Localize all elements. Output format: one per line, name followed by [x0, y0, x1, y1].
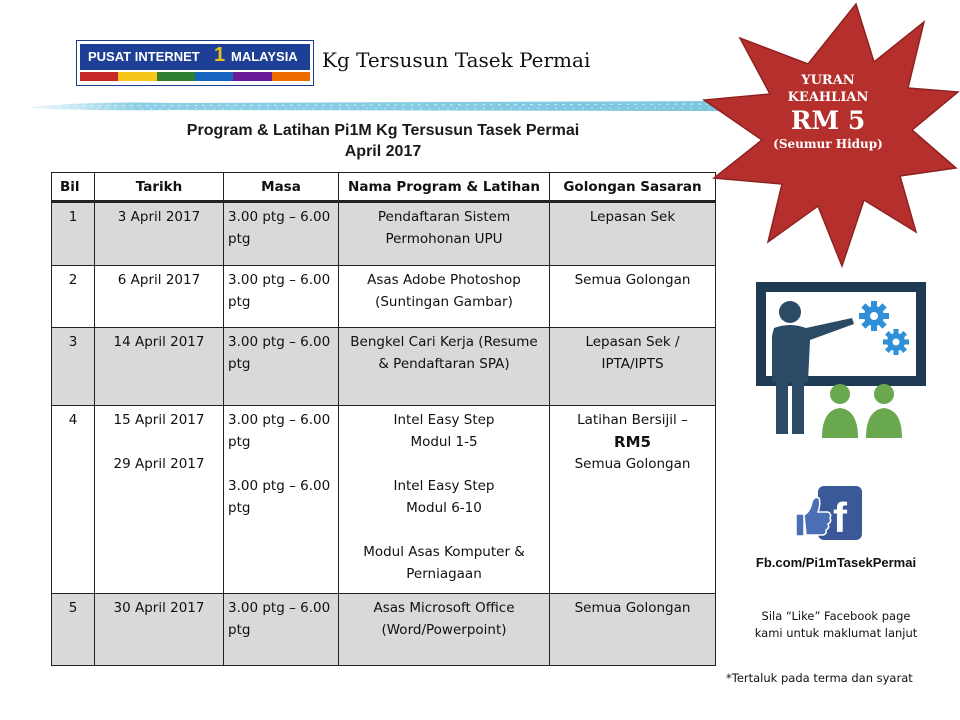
cell-sasaran-price: RM5 [614, 433, 651, 451]
cell-sasaran-a: Latihan Bersijil – [577, 412, 688, 428]
cell-program-b2: Modul 6-10 [406, 500, 482, 516]
svg-text:f: f [833, 494, 847, 541]
badge-price: RM 5 [790, 106, 866, 135]
cell-masa: 3.00 ptg – 6.00 ptg [224, 328, 339, 406]
cell-sasaran: Semua Golongan [550, 266, 716, 328]
cell-masa-b: 3.00 ptg – 6.00 ptg [228, 478, 331, 516]
cell-tarikh [95, 406, 224, 594]
cell-bil: 1 [52, 202, 95, 266]
cell-sasaran: Lepasan Sek [550, 202, 716, 266]
cell-sasaran: Semua Golongan [550, 594, 716, 666]
table-row [52, 406, 716, 594]
cell-masa: 3.00 ptg – 6.00 ptg [224, 594, 339, 666]
cell-program: Asas Adobe Photoshop (Suntingan Gambar) [339, 266, 550, 328]
cell-program-b1: Intel Easy Step [393, 478, 495, 494]
cell-bil: 3 [52, 328, 95, 406]
cell-program [339, 406, 550, 594]
logo-color-strip [80, 72, 310, 81]
table-row [52, 202, 716, 266]
header-title: Kg Tersusun Tasek Permai [322, 48, 591, 72]
cell-program: Pendaftaran Sistem Permohonan UPU [339, 202, 550, 266]
header-bil: Bil [52, 173, 95, 202]
header-tarikh: Tarikh [95, 173, 224, 202]
membership-fee-text [728, 72, 928, 152]
facebook-page-link[interactable]: Fb.com/Pi1mTasekPermai [755, 555, 917, 570]
logo-banner [80, 44, 310, 70]
document-title [52, 120, 714, 162]
cell-bil: 2 [52, 266, 95, 328]
table-row [52, 594, 716, 666]
cell-program: Asas Microsoft Office (Word/Powerpoint) [339, 594, 550, 666]
cell-bil: 4 [52, 406, 95, 594]
cell-masa [224, 406, 339, 594]
brush-stroke-divider [30, 98, 730, 114]
schedule-table [51, 172, 716, 666]
cell-program-a2: Modul 1-5 [410, 434, 478, 450]
cell-tarikh: 30 April 2017 [95, 594, 224, 666]
cell-tarikh-b: 29 April 2017 [113, 456, 205, 472]
header-masa: Masa [224, 173, 339, 202]
cell-masa: 3.00 ptg – 6.00 ptg [224, 266, 339, 328]
table-header-row [52, 173, 716, 202]
header-program: Nama Program & Latihan [339, 173, 550, 202]
cell-program-c: Modul Asas Komputer & Perniagaan [363, 544, 525, 582]
cell-sasaran: Lepasan Sek / IPTA/IPTS [550, 328, 716, 406]
cell-masa: 3.00 ptg – 6.00 ptg [224, 202, 339, 266]
header-sasaran: Golongan Sasaran [550, 173, 716, 202]
badge-note: (Seumur Hidup) [773, 137, 883, 151]
terms-note: *Tertaluk pada terma dan syarat [726, 671, 913, 685]
logo-1-glyph: 1 [214, 44, 226, 66]
cell-bil: 5 [52, 594, 95, 666]
presentation-icon [752, 278, 930, 440]
cell-masa-a: 3.00 ptg – 6.00 ptg [228, 412, 331, 450]
facebook-note-line2: kami untuk maklumat lanjut [754, 626, 918, 640]
cell-tarikh-a: 15 April 2017 [113, 412, 205, 428]
badge-line1: YURAN [801, 73, 855, 88]
facebook-note-line1: Sila “Like” Facebook page [761, 609, 911, 623]
pi1m-logo [76, 40, 314, 86]
facebook-like-icon [792, 484, 864, 542]
logo-text-pusat-internet: PUSAT INTERNET [88, 49, 200, 64]
cell-program: Bengkel Cari Kerja (Resume & Pendaftaran SPA) [339, 328, 550, 406]
table-row [52, 328, 716, 406]
table-row [52, 266, 716, 328]
cell-program-a1: Intel Easy Step [393, 412, 495, 428]
document-title-line2: April 2017 [344, 143, 422, 160]
cell-tarikh: 14 April 2017 [95, 328, 224, 406]
cell-tarikh: 3 April 2017 [95, 202, 224, 266]
cell-sasaran-b: Semua Golongan [574, 456, 691, 472]
cell-tarikh: 6 April 2017 [95, 266, 224, 328]
document-title-line1: Program & Latihan Pi1M Kg Tersusun Tasek Permai [186, 122, 580, 139]
badge-line2: KEAHLIAN [787, 90, 869, 105]
facebook-like-note [716, 608, 956, 642]
cell-sasaran [550, 406, 716, 594]
logo-text-malaysia: MALAYSIA [231, 49, 298, 64]
